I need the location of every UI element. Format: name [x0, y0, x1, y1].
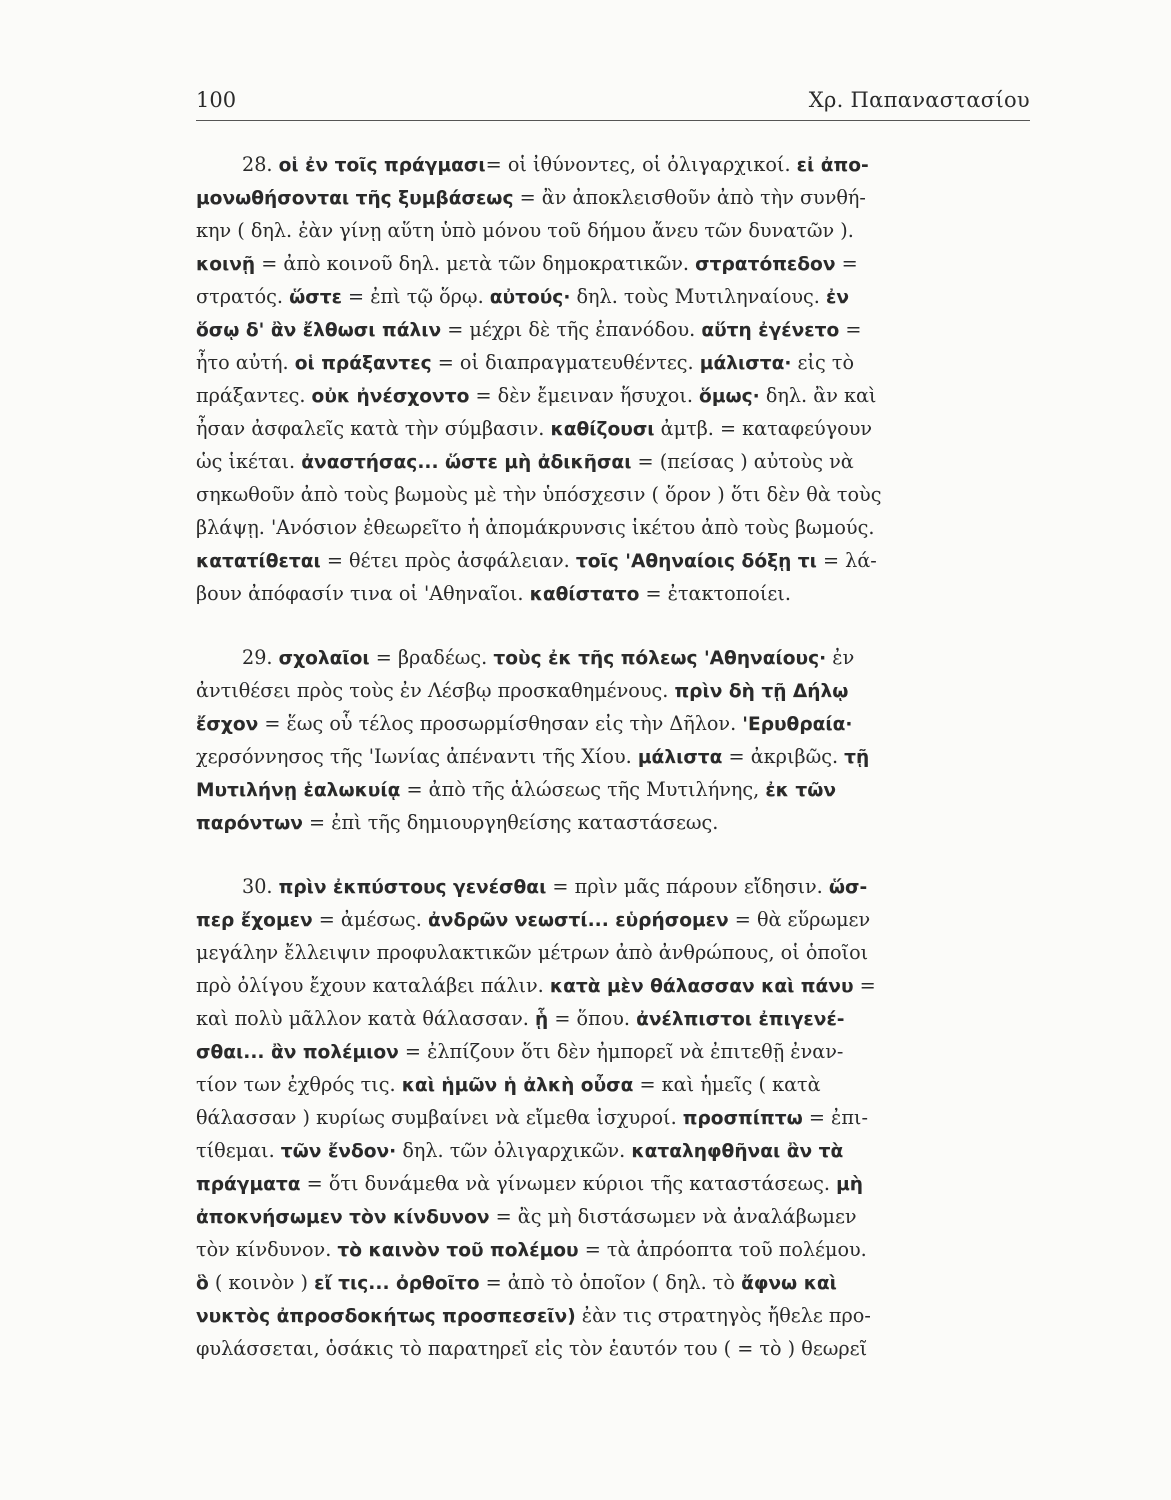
gloss-text: = ἐπὶ τῷ ὅρῳ. [341, 285, 490, 308]
paragraph [196, 641, 1030, 839]
text-line [196, 903, 1030, 936]
text-line [196, 445, 1030, 478]
lemma-term: αὕτη ἐγένετο [701, 320, 840, 341]
lemma-term: ἀνέλπιστοι ἐπιγενέ- [636, 1009, 845, 1030]
gloss-text: = ἀπὸ κοινοῦ δηλ. μετὰ τῶν δημοκρατικῶν. [255, 252, 696, 275]
gloss-text: 28. [242, 153, 279, 176]
lemma-term: ὥσ- [828, 877, 868, 898]
lemma-term: οἱ πράξαντες [294, 353, 432, 374]
lemma-term: πρὶν δὴ τῇ Δήλῳ [674, 681, 849, 702]
running-head: Χρ. Παπαναστασίου [808, 88, 1030, 112]
gloss-text: = λά- [816, 549, 877, 572]
paragraph-gap [196, 839, 1030, 870]
lemma-term: εἰ ἀπο- [796, 155, 869, 176]
text-line [196, 870, 1030, 903]
gloss-text: = δὲν ἔμειναν ἥσυχοι. [469, 384, 700, 407]
lemma-term: ἐν [825, 287, 849, 308]
text-line [196, 280, 1030, 313]
gloss-text: = ἂς μὴ διστάσωμεν νὰ ἀναλάβωμεν [489, 1205, 857, 1228]
gloss-text: = [839, 318, 862, 341]
lemma-term: καθίζουσι [550, 419, 655, 440]
gloss-text: = ἐλπίζουν ὅτι δὲν ἠμπορεῖ νὰ ἐπιτεθῇ ἐναν- [398, 1040, 844, 1063]
lemma-term: αὐτούς· [489, 287, 571, 308]
lemma-term: τοῖς 'Αθηναίοις δόξῃ τι [575, 551, 817, 572]
gloss-text: = ἀκριβῶς. [722, 745, 845, 768]
gloss-text: ἀμτβ. = καταφεύγουν [654, 417, 873, 440]
gloss-text: φυλάσσεται, ὁσάκις τὸ παρατηρεῖ εἰς τὸν ἑαυτόν του ( = τὸ ) θεωρεῖ [196, 1337, 868, 1360]
gloss-text: = ἐπὶ τῆς δημιουργηθείσης καταστάσεως. [302, 811, 719, 834]
text-line [196, 707, 1030, 740]
gloss-text: στρατός. [196, 285, 290, 308]
lemma-term: προσπίπτω [682, 1108, 803, 1129]
gloss-text: ὡς ἱκέται. [196, 450, 302, 473]
lemma-term: μονωθήσονται τῆς ξυμβάσεως [196, 188, 514, 209]
text-line [196, 1134, 1030, 1167]
lemma-term: τοὺς ἐκ τῆς πόλεως 'Αθηναίους· [493, 648, 827, 669]
gloss-text: = (πείσας ) αὐτοὺς νὰ [631, 450, 854, 473]
gloss-text: = βραδέως. [369, 646, 494, 669]
gloss-text: ( κοινὸν ) [208, 1271, 315, 1294]
text-line [196, 674, 1030, 707]
gloss-text: τὸν κίνδυνον. [196, 1238, 338, 1261]
lemma-term: ἔσχον [196, 714, 259, 735]
page-header [196, 84, 1030, 121]
gloss-text: εἰς τὸ [791, 351, 854, 374]
lemma-term: περ ἔχομεν [196, 910, 313, 931]
lemma-term: ἄφνω καὶ [741, 1273, 837, 1294]
lemma-term: ἀναστήσας... ὥστε μὴ ἀδικῆσαι [301, 452, 632, 473]
gloss-text: δηλ. τοὺς Μυτιληναίους. [570, 285, 826, 308]
text-line [196, 346, 1030, 379]
text-line [196, 1233, 1030, 1266]
lemma-term: στρατόπεδον [695, 254, 836, 275]
text-line [196, 214, 1030, 247]
gloss-text: πρὸ ὀλίγου ἔχουν καταλάβει πάλιν. [196, 974, 550, 997]
lemma-term: καθίστατο [529, 584, 640, 605]
lemma-term: σχολαῖοι [278, 648, 370, 669]
lemma-term: οἱ ἐν τοῖς πράγμασι [278, 155, 486, 176]
gloss-text: = ὅτι δυνάμεθα νὰ γίνωμεν κύριοι τῆς καταστάσεως. [300, 1172, 837, 1195]
lemma-term: μάλιστα· [699, 353, 792, 374]
text-line [196, 1299, 1030, 1332]
text-line [196, 1200, 1030, 1233]
gloss-text: 29. [242, 646, 279, 669]
gloss-text: δηλ. τῶν ὀλιγαρχικῶν. [396, 1139, 632, 1162]
lemma-term: ᾗ [535, 1009, 549, 1030]
text-line [196, 936, 1030, 969]
gloss-text: = οἱ διαπραγματευθέντες. [431, 351, 700, 374]
gloss-text: = ὅπου. [548, 1007, 637, 1030]
gloss-text: ἦτο αὐτή. [196, 351, 295, 374]
page-number: 100 [196, 88, 237, 112]
lemma-term: νυκτὸς ἀπροσδοκήτως προσπεσεῖν) [196, 1306, 576, 1327]
lemma-term: οὐκ ἠνέσχοντο [311, 386, 470, 407]
text-line [196, 1266, 1030, 1299]
gloss-text: = θέτει πρὸς ἀσφάλειαν. [320, 549, 576, 572]
gloss-text: ἦσαν ἀσφαλεῖς κατὰ τὴν σύμβασιν. [196, 417, 551, 440]
text-line [196, 148, 1030, 181]
lemma-term: παρόντων [196, 813, 303, 834]
lemma-term: κατατίθεται [196, 551, 321, 572]
commentary-body [196, 148, 1030, 1365]
gloss-text: καὶ πολὺ μᾶλλον κατὰ θάλασσαν. [196, 1007, 535, 1030]
lemma-term: εἴ τις... ὀρθοῖτο [314, 1273, 480, 1294]
gloss-text: = ἐτακτοποίει. [639, 582, 791, 605]
gloss-text: = ἀπὸ τῆς ἁλώσεως τῆς Μυτιλήνης, [400, 778, 766, 801]
lemma-term: Μυτιλήνῃ ἑαλωκυίᾳ [196, 780, 401, 801]
gloss-text: = τὰ ἀπρόοπτα τοῦ πολέμου. [578, 1238, 867, 1261]
gloss-text: = θὰ εὕρωμεν [728, 908, 871, 931]
lemma-term: πράγματα [196, 1174, 301, 1195]
gloss-text: = ἀμέσως. [312, 908, 428, 931]
text-line [196, 1035, 1030, 1068]
gloss-text: πράξαντες. [196, 384, 312, 407]
text-line [196, 511, 1030, 544]
text-line [196, 247, 1030, 280]
lemma-term: ἐκ τῶν [765, 780, 837, 801]
gloss-text: ἐὰν τις στρατηγὸς ἤθελε προ- [575, 1304, 871, 1327]
paragraph [196, 148, 1030, 610]
lemma-term: τῇ [844, 747, 870, 768]
paragraph [196, 870, 1030, 1365]
text-line [196, 379, 1030, 412]
gloss-text: ἐν [826, 646, 855, 669]
text-line [196, 969, 1030, 1002]
gloss-text: = ἂν ἀποκλεισθοῦν ἀπὸ τὴν συνθή- [513, 186, 866, 209]
text-line [196, 641, 1030, 674]
gloss-text: = ἕως οὗ τέλος προσωρμίσθησαν εἰς τὴν Δῆλον. [258, 712, 743, 735]
gloss-text: ἀντιθέσει πρὸς τοὺς ἐν Λέσβῳ προσκαθημένους. [196, 679, 675, 702]
text-line [196, 806, 1030, 839]
gloss-text: = ἐπι- [802, 1106, 868, 1129]
lemma-term: πρὶν ἐκπύστους γενέσθαι [278, 877, 547, 898]
lemma-term: καὶ ἡμῶν ἡ ἀλκὴ οὖσα [401, 1075, 634, 1096]
gloss-text: τίον των ἐχθρός τις. [196, 1073, 402, 1096]
gloss-text: σηκωθοῦν ἀπὸ τοὺς βωμοὺς μὲ τὴν ὑπόσχεσιν ( ὅρον ) ὅτι δὲν θὰ τοὺς [196, 483, 882, 506]
gloss-text: 30. [242, 875, 279, 898]
text-line [196, 181, 1030, 214]
lemma-term: ἀνδρῶν νεωστί... εὑρήσομεν [428, 910, 729, 931]
text-line [196, 1332, 1030, 1365]
text-line [196, 1002, 1030, 1035]
gloss-text: χερσόννησος τῆς 'Ιωνίας ἀπέναντι τῆς Χίου. [196, 745, 638, 768]
gloss-text: κην ( δηλ. ἐὰν γίνῃ αὕτη ὑπὸ μόνου τοῦ δήμου ἄνευ τῶν δυνατῶν ). [196, 219, 854, 242]
gloss-text: βουν ἀπόφασίν τινα οἱ 'Αθηναῖοι. [196, 582, 530, 605]
gloss-text: θάλασσαν ) κυρίως συμβαίνει νὰ εἴμεθα ἰσχυροί. [196, 1106, 683, 1129]
text-line [196, 313, 1030, 346]
lemma-term: κοινῇ [196, 254, 256, 275]
gloss-text: δηλ. ἂν καὶ [759, 384, 877, 407]
lemma-term: κατὰ μὲν θάλασσαν καὶ πάνυ [549, 976, 854, 997]
gloss-text: βλάψῃ. 'Ανόσιον ἐθεωρεῖτο ἡ ἀπομάκρυνσις ἱκέτου ἀπὸ τοὺς βωμούς. [196, 516, 875, 539]
text-line [196, 1101, 1030, 1134]
lemma-term: 'Ερυθραία· [742, 714, 853, 735]
text-line [196, 412, 1030, 445]
lemma-term: τῶν ἔνδον· [280, 1141, 397, 1162]
lemma-term: τὸ καινὸν τοῦ πολέμου [337, 1240, 579, 1261]
lemma-term: καταληφθῆναι ἂν τὰ [631, 1141, 844, 1162]
lemma-term: ὅμως· [699, 386, 760, 407]
lemma-term: ὃ [196, 1273, 209, 1294]
text-line [196, 773, 1030, 806]
gloss-text: = [835, 252, 858, 275]
lemma-term: μὴ [836, 1174, 864, 1195]
text-line [196, 544, 1030, 577]
gloss-text: = μέχρι δὲ τῆς ἐπανόδου. [441, 318, 702, 341]
lemma-term: ὥστε [289, 287, 342, 308]
gloss-text: = καὶ ἡμεῖς ( κατὰ [633, 1073, 821, 1096]
lemma-term: ἀποκνήσωμεν τὸν κίνδυνον [196, 1207, 490, 1228]
gloss-text: τίθεμαι. [196, 1139, 281, 1162]
text-line [196, 1167, 1030, 1200]
gloss-text: = πρὶν μᾶς πάρουν εἴδησιν. [546, 875, 829, 898]
gloss-text: = ἀπὸ τὸ ὁποῖον ( δηλ. τὸ [479, 1271, 742, 1294]
text-line [196, 478, 1030, 511]
lemma-term: σθαι... ἂν πολέμιον [196, 1042, 399, 1063]
text-line [196, 577, 1030, 610]
text-line [196, 1068, 1030, 1101]
gloss-text: = οἱ ἰθύνοντες, οἱ ὀλιγαρχικοί. [485, 153, 797, 176]
lemma-term: μάλιστα [637, 747, 723, 768]
lemma-term: ὅσῳ δ' ἂν ἔλθωσι πάλιν [196, 320, 442, 341]
text-line [196, 740, 1030, 773]
gloss-text: μεγάλην ἔλλειψιν προφυλακτικῶν μέτρων ἀπὸ ἀνθρώπους, οἱ ὁποῖοι [196, 941, 869, 964]
gloss-text: = [853, 974, 876, 997]
paragraph-gap [196, 610, 1030, 641]
